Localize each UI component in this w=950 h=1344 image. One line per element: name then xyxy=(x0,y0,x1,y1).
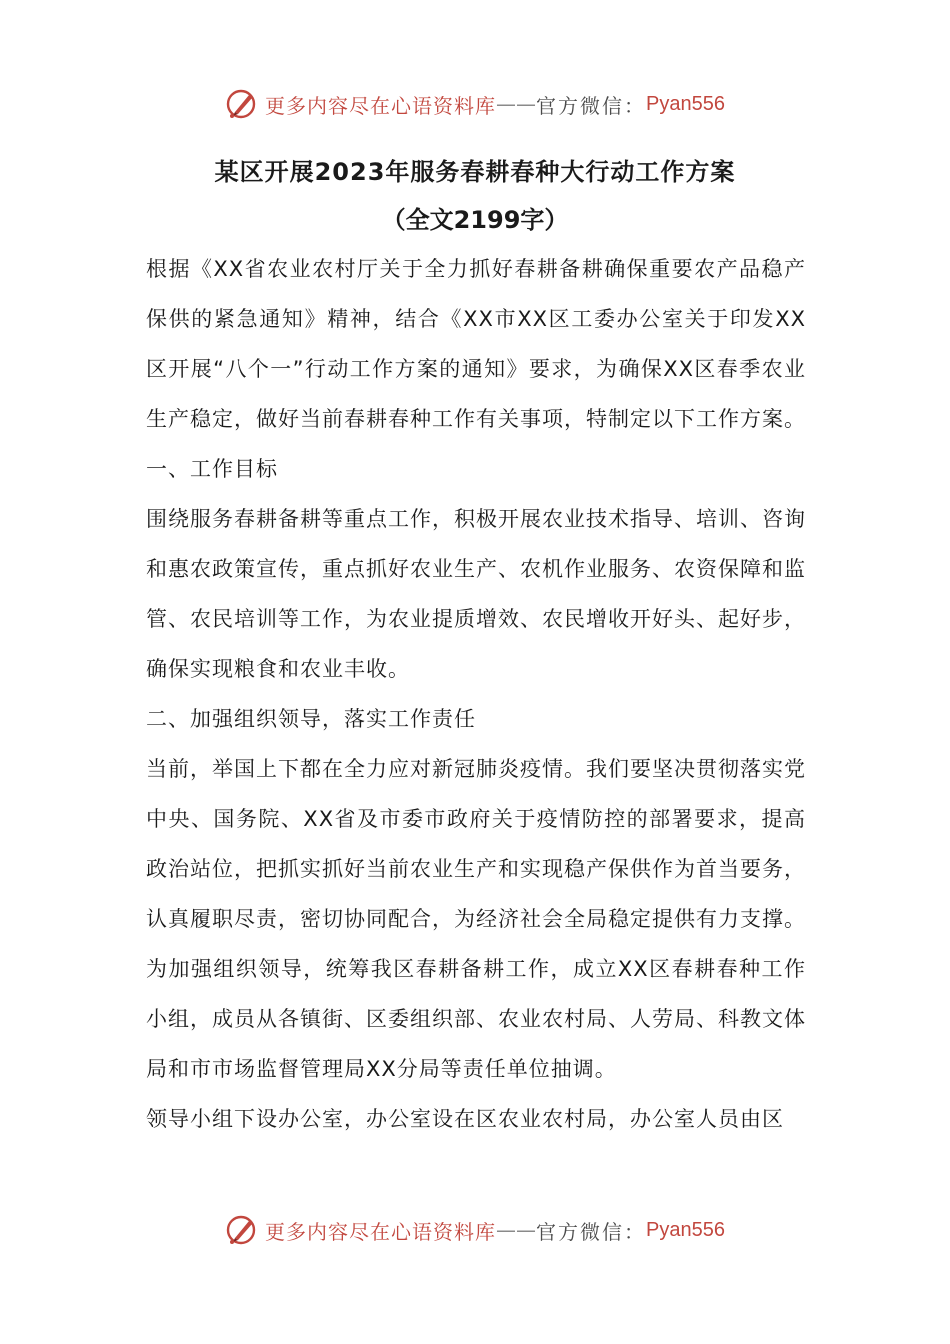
section-heading-leadership: 二、加强组织领导，落实工作责任 xyxy=(146,707,476,731)
footer-wechat-id: Pyan556 xyxy=(646,1218,725,1241)
section-heading-goals: 一、工作目标 xyxy=(146,457,278,481)
footer-wechat-label: 官方微信： xyxy=(536,1219,647,1244)
pen-logo-icon xyxy=(225,1213,259,1247)
header-wechat-id: Pyan556 xyxy=(646,92,725,115)
paragraph-leadership: 当前，举国上下都在全力应对新冠肺炎疫情。我们要坚决贯彻落实党中央、国务院、XX省及市委市政府关于疫情防控的部署要求，提高政治站位，把抓实抓好当前农业生产和实现稳产保供作为首当要务，认真履职尽责，密切协同配合，为经济社会全局稳定提供有力支撑。为加强组织领导，统筹我区春耕备耕工作，成立XX区春耕春种工作小组，成员从各镇街、区委组织部、农业农村局、人劳局、科教文体局和市市场监督管理局XX分局等责任单位抽调。 xyxy=(146,757,806,1081)
header-dash: —— xyxy=(496,92,537,116)
footer-slogan: 更多内容尽在心语资料库 xyxy=(265,1219,497,1244)
footer-banner xyxy=(0,1210,950,1250)
header-wechat-label: 官方微信： xyxy=(536,93,647,118)
footer-dash: —— xyxy=(496,1218,537,1242)
document-subtitle: （全文2199字） xyxy=(381,206,569,234)
document-title: 某区开展2023年服务春耕春种大行动工作方案 xyxy=(214,158,736,186)
pen-logo-icon xyxy=(225,87,259,121)
header-banner xyxy=(0,84,950,124)
paragraph-intro: 根据《XX省农业农村厅关于全力抓好春耕备耕确保重要农产品稳产保供的紧急通知》精神，结合《XX市XX区工委办公室关于印发XX区开展“八个一”行动工作方案的通知》要求，为确保XX区春季农业生产稳定，做好当前春耕春种工作有关事项，特制定以下工作方案。 xyxy=(146,257,806,431)
header-slogan: 更多内容尽在心语资料库 xyxy=(265,93,497,118)
paragraph-office: 领导小组下设办公室，办公室设在区农业农村局，办公室人员由区 xyxy=(146,1107,784,1131)
paragraph-goals: 围绕服务春耕备耕等重点工作，积极开展农业技术指导、培训、咨询和惠农政策宣传，重点抓好农业生产、农机作业服务、农资保障和监管、农民培训等工作，为农业提质增效、农民增收开好头、起好步，确保实现粮食和农业丰收。 xyxy=(146,507,806,681)
document-body xyxy=(146,244,806,1144)
